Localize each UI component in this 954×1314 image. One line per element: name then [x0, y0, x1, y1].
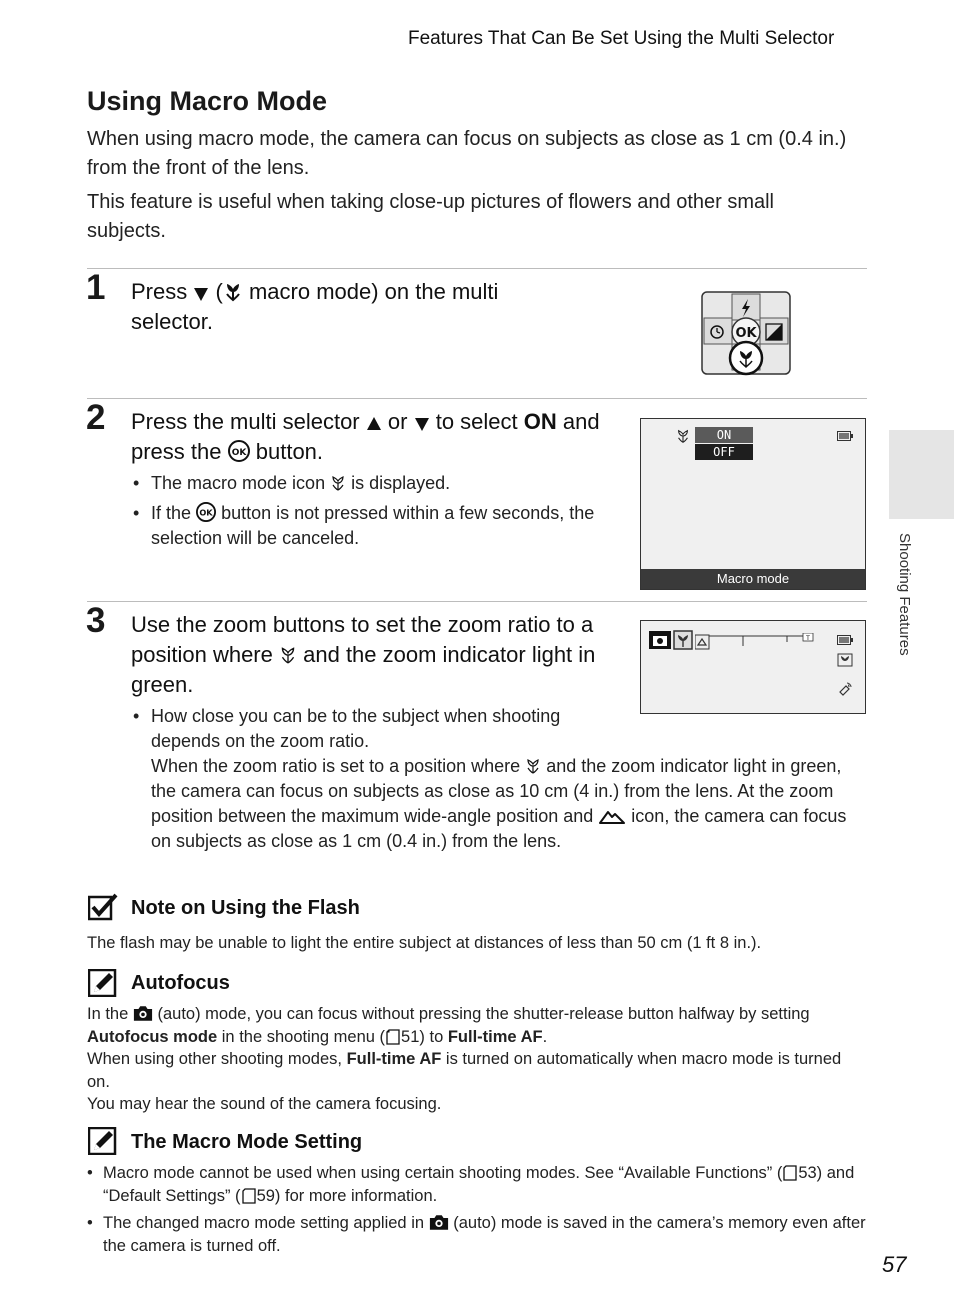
step-2-text: Press the multi selector or to select ON and press the OK button. — [131, 409, 600, 464]
step-number: 3 — [86, 601, 106, 640]
list-item: • Macro mode cannot be used when using certain shooting modes. See “Available Functions” ( 53) and “Default Settings” ( 59) for more information. — [87, 1162, 867, 1207]
page-number: 57 — [882, 1252, 907, 1277]
macro-flower-icon — [223, 280, 243, 302]
battery-icon — [837, 635, 853, 645]
running-head: Features That Can Be Set Using the Multi Selector — [408, 28, 835, 49]
page-title: Using Macro Mode — [87, 86, 328, 116]
step-3-text: Use the zoom buttons to set the zoom ratio to a position where and the zoom indicator light in green. — [131, 612, 596, 697]
step-2-bullets — [131, 471, 601, 556]
list-item: • The changed macro mode setting applied in (auto) mode is saved in the camera’s memory even after the camera is turned off. — [87, 1212, 867, 1257]
pencil-note-icon — [88, 969, 118, 997]
list-item: • The macro mode icon is displayed. — [131, 471, 601, 496]
step-number: 2 — [86, 398, 106, 437]
note-macro-setting-title: The Macro Mode Setting — [131, 1131, 363, 1153]
multi-selector-illustration — [700, 290, 792, 378]
page-reference-icon — [241, 1188, 257, 1204]
step-3-bullets — [131, 704, 866, 859]
chapter-label: Shooting Features — [896, 533, 913, 656]
intro-paragraph-2: This feature is useful when taking close-up pictures of flowers and other small subjects. — [87, 191, 775, 242]
step-1-text: Press ( macro mode) on the multi selector. — [131, 279, 499, 334]
note-autofocus-body: In the (auto) mode, you can focus without pressing the shutter-release button halfway by setting Autofocus mode in the shooting menu ( 51) to Full-time AF. When using other shooting modes, Full-time AF is turned on automatically when macro mode is turned on. You may hear the sound of the camera focusing. — [87, 1005, 842, 1113]
down-arrow-icon — [193, 286, 209, 302]
camera-screen-macro-menu — [640, 418, 866, 590]
step-divider — [87, 601, 867, 602]
battery-icon — [837, 431, 853, 441]
macro-icon — [279, 645, 297, 665]
macro-icon — [330, 474, 346, 492]
ok-button-label: OK — [735, 326, 757, 341]
note-macro-setting-list — [87, 1162, 867, 1262]
screen-caption: Macro mode — [641, 569, 865, 589]
zoom-indicator — [695, 633, 815, 651]
svg-text:OK: OK — [231, 448, 246, 458]
step-number: 1 — [86, 268, 106, 307]
macro-icon — [675, 428, 691, 444]
caution-check-icon — [88, 893, 118, 921]
chapter-tab — [889, 430, 954, 519]
ok-button-icon — [196, 502, 216, 522]
ok-button-icon — [228, 440, 250, 462]
page-reference-icon — [385, 1029, 401, 1045]
note-autofocus-title: Autofocus — [131, 972, 230, 994]
auto-mode-icon — [649, 631, 671, 649]
page-reference-icon — [782, 1165, 798, 1181]
macro-icon — [673, 630, 693, 650]
note-flash-title: Note on Using the Flash — [131, 897, 360, 919]
svg-text:OK: OK — [199, 507, 213, 518]
note-flash-body: The flash may be unable to light the entire subject at distances of less than 50 cm (1 ft 8 in.). — [87, 934, 762, 952]
list-item: • How close you can be to the subject when shooting depends on the zoom ratio. When the zoom ratio is set to a position where and the zoom indicator light in green, the camera can focus on subjects as close as 10 cm (4 in.) from the lens. At the zoom position between the maximum wide-angle position and icon, the camera can focus on subjects as close as 1 cm (0.4 in.) from the lens. — [131, 704, 866, 854]
pencil-note-icon — [88, 1127, 118, 1155]
down-arrow-icon — [414, 416, 430, 432]
menu-option-on: ON — [695, 427, 753, 443]
menu-option-off: OFF — [695, 444, 753, 460]
up-arrow-icon — [366, 416, 382, 432]
list-item: • If the OK button is not pressed within a few seconds, the selection will be canceled. — [131, 501, 601, 551]
step-divider — [87, 398, 867, 399]
step-divider — [87, 268, 867, 269]
macro-status-icon — [837, 653, 853, 667]
vibration-reduction-icon — [837, 681, 853, 697]
auto-mode-camera-icon — [133, 1005, 153, 1022]
intro-paragraph-1: When using macro mode, the camera can focus on subjects as close as 1 cm (0.4 in.) from the front of the lens. — [87, 128, 847, 179]
svg-text:T: T — [806, 635, 810, 642]
wide-angle-mountain-icon — [598, 809, 626, 825]
macro-icon — [525, 757, 541, 775]
camera-screen-zoom — [640, 620, 866, 714]
auto-mode-camera-icon — [429, 1214, 449, 1231]
